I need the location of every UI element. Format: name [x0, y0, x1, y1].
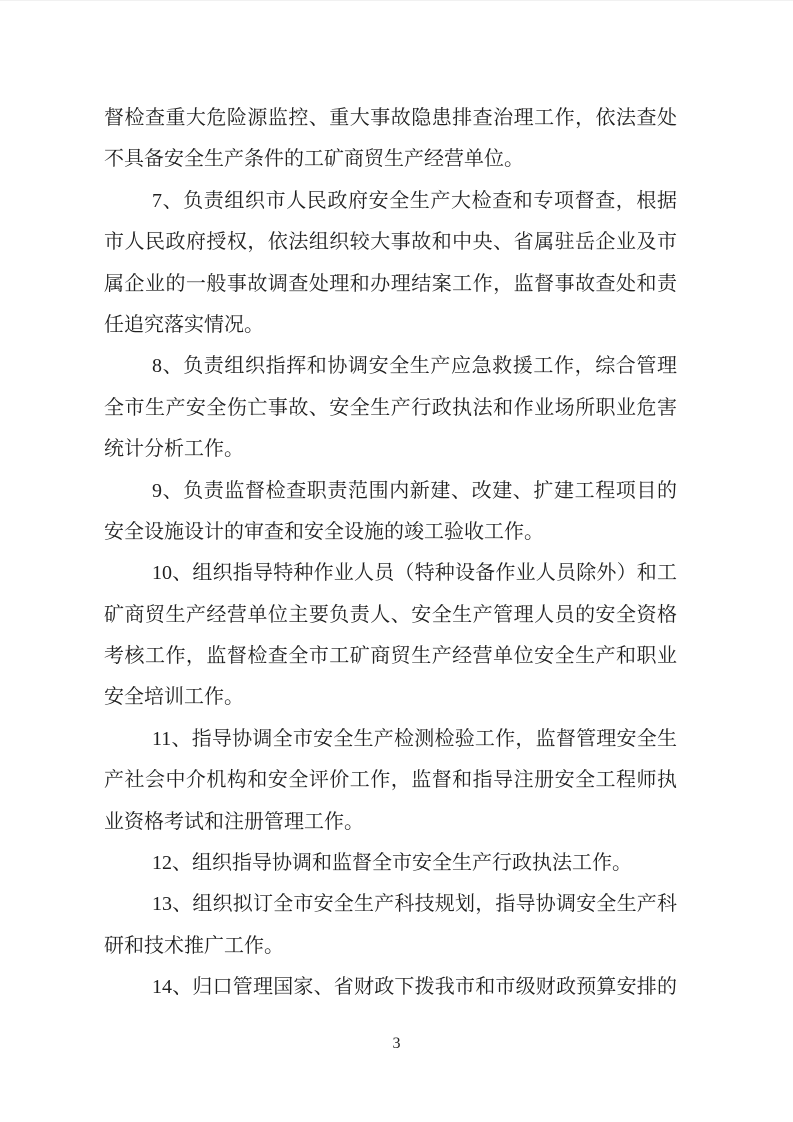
paragraph-line-item-10-1: 10、组织指导特种作业人员（特种设备作业人员除外）和工	[152, 562, 677, 585]
paragraph-line-item-11-2: 产社会中介机构和安全评价工作，监督和指导注册安全工程师执	[104, 769, 677, 792]
paragraph-line-item-10-2: 矿商贸生产经营单位主要负责人、安全生产管理人员的安全资格	[104, 603, 677, 626]
paragraph-line-item-7-2: 市人民政府授权，依法组织较大事故和中央、省属驻岳企业及市	[104, 231, 677, 254]
paragraph-line-item-7-4: 任追究落实情况。	[104, 313, 264, 336]
paragraph-line-item-11-3: 业资格考试和注册管理工作。	[104, 810, 364, 833]
document-body	[104, 98, 677, 1009]
paragraph-line-item-13-2: 研和技术推广工作。	[104, 934, 284, 957]
paragraph-line-item-7-1: 7、负责组织市人民政府安全生产大检查和专项督查，根据	[152, 189, 677, 212]
paragraph-line-item-8-3: 统计分析工作。	[104, 438, 244, 461]
paragraph-line-item-8-1: 8、负责组织指挥和协调安全生产应急救援工作，综合管理	[152, 355, 677, 378]
page-number: 3	[392, 1035, 401, 1052]
paragraph-line-item-9-1: 9、负责监督检查职责范围内新建、改建、扩建工程项目的	[152, 479, 677, 502]
paragraph-line-item-10-3: 考核工作，监督检查全市工矿商贸生产经营单位安全生产和职业	[104, 645, 677, 668]
paragraph-line-item-10-4: 安全培训工作。	[104, 686, 244, 709]
paragraph-line-item-13-1: 13、组织拟订全市安全生产科技规划，指导协调安全生产科	[152, 893, 677, 916]
paragraph-line-item-14-1: 14、归口管理国家、省财政下拨我市和市级财政预算安排的	[152, 976, 677, 999]
paragraph-line-item-9-2: 安全设施设计的审查和安全设施的竣工验收工作。	[104, 520, 544, 543]
paragraph-line-item-7-3: 属企业的一般事故调查处理和办理结案工作，监督事故查处和责	[104, 272, 677, 295]
paragraph-line-item-8-2: 全市生产安全伤亡事故、安全生产行政执法和作业场所职业危害	[104, 396, 677, 419]
paragraph-line-item-11-1: 11、指导协调全市安全生产检测检验工作，监督管理安全生	[152, 727, 677, 750]
paragraph-line-item-12-1: 12、组织指导协调和监督全市安全生产行政执法工作。	[152, 852, 632, 875]
paragraph-line-item-6-continuation-1: 督检查重大危险源监控、重大事故隐患排查治理工作，依法查处	[104, 107, 677, 129]
paragraph-line-item-6-continuation-2: 不具备安全生产条件的工矿商贸生产经营单位。	[104, 148, 524, 171]
